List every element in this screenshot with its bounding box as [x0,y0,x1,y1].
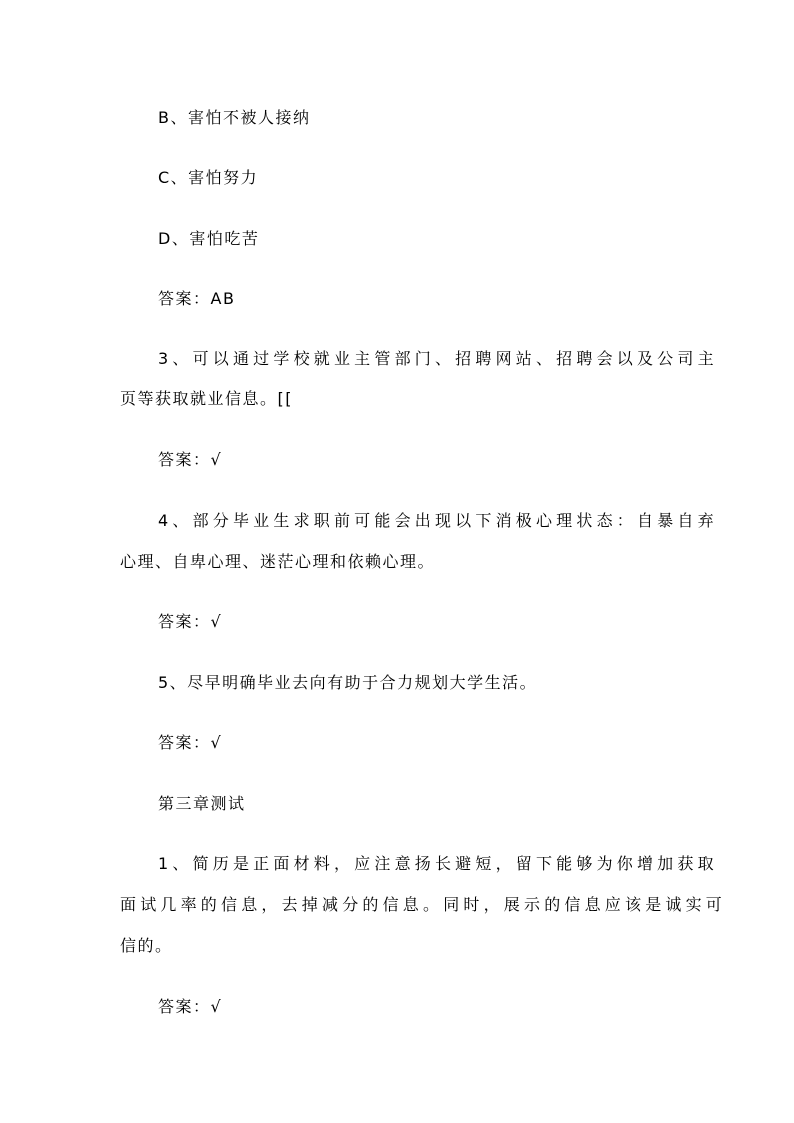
chapter3-question-1-line-3: 信的。 [120,936,173,955]
option-d: D、害怕吃苦 [158,229,260,248]
question-4-line-1: 4、部分毕业生求职前可能会出现以下消极心理状态：自暴自弃 [158,511,718,530]
answer-3: 答案：√ [158,450,223,469]
answer-5: 答案：√ [158,733,223,752]
question-4-line-2: 心理、自卑心理、迷茫心理和依赖心理。 [120,552,436,571]
answer-4: 答案：√ [158,612,223,631]
question-3-line-2: 页等获取就业信息。[[ [120,389,293,408]
chapter-title: 第三章测试 [158,794,246,813]
option-b: B、害怕不被人接纳 [158,108,311,127]
chapter3-question-1-line-1: 1、简历是正面材料，应注意扬长避短，留下能够为你增加获取 [158,854,718,873]
chapter3-question-1-line-2: 面试几率的信息，去掉减分的信息。同时，展示的信息应该是诚实可 [120,895,727,914]
answer-ab: 答案：AB [158,289,236,308]
question-3-line-1: 3、可以通过学校就业主管部门、招聘网站、招聘会以及公司主 [158,349,718,368]
answer-chapter3-1: 答案：√ [158,997,223,1016]
option-c: C、害怕努力 [158,168,259,187]
question-5-line-1: 5、尽早明确毕业去向有助于合力规划大学生活。 [158,673,538,692]
